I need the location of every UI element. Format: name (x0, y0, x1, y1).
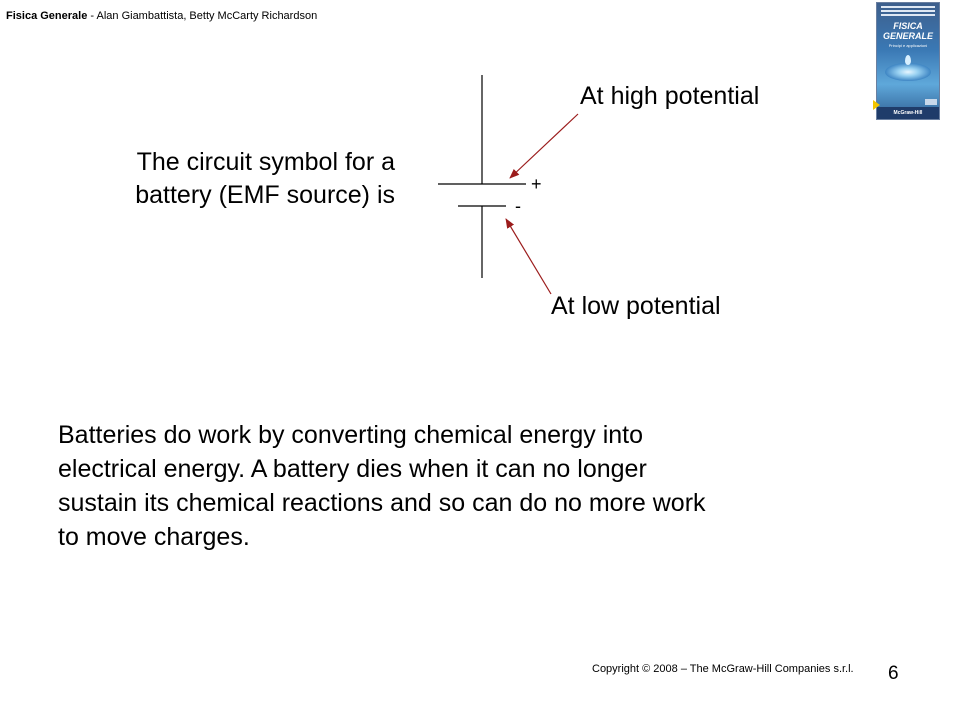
battery-intro-text (50, 146, 395, 212)
explanation-line-3: sustain its chemical reactions and so can do no more work (58, 489, 706, 517)
minus-sign: - (515, 196, 521, 216)
cover-publisher: McGraw-Hill (877, 107, 939, 119)
page-number: 6 (888, 663, 899, 684)
high-potential-arrow (510, 114, 578, 178)
low-potential-arrow (506, 219, 551, 294)
battery-explanation (58, 418, 908, 554)
intro-line-1: The circuit symbol for a (136, 148, 395, 176)
explanation-line-4: to move charges. (58, 523, 250, 551)
intro-line-2: battery (EMF source) is (135, 181, 395, 209)
book-authors: - Alan Giambattista, Betty McCarty Richardson (87, 10, 318, 22)
low-potential-label: At low potential (551, 292, 721, 320)
book-title: Fisica Generale (6, 10, 88, 22)
cover-title-line2: GENERALE (882, 31, 933, 41)
explanation-line-2: electrical energy. A battery dies when it can no longer (58, 455, 647, 483)
cover-title-line1: FISICA (893, 21, 923, 31)
copyright-notice: Copyright © 2008 – The McGraw-Hill Companies s.r.l. (592, 663, 854, 675)
explanation-line-1: Batteries do work by converting chemical energy into (58, 421, 644, 449)
high-potential-label: At high potential (580, 82, 760, 110)
plus-sign: + (531, 174, 542, 194)
cover-subtitle: Principi e applicazioni (888, 43, 928, 48)
